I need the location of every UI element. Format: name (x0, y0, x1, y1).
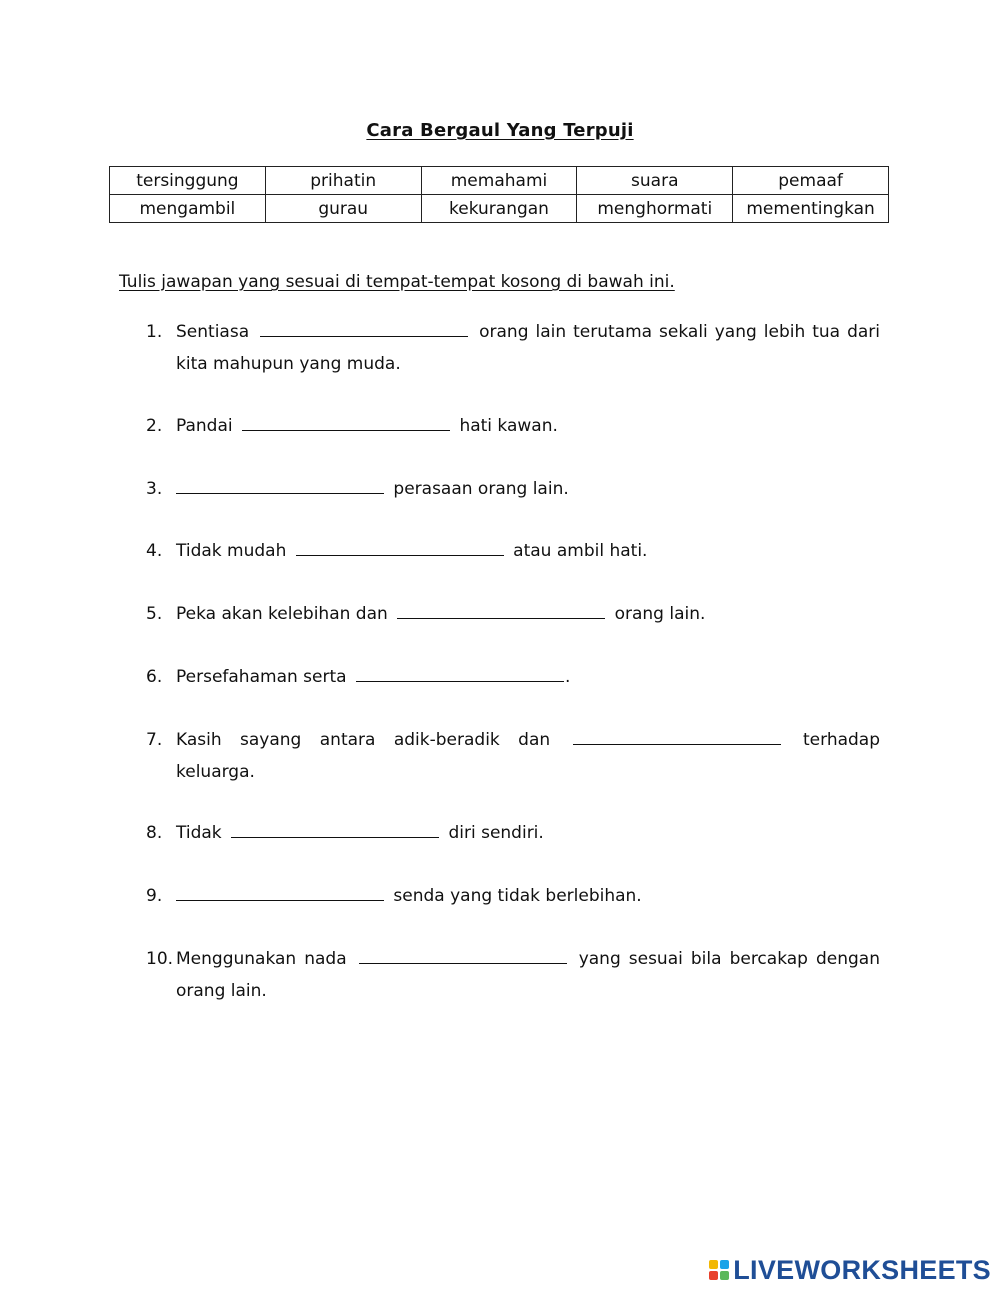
question-text (176, 661, 880, 693)
question-item (146, 943, 880, 1007)
answer-blank[interactable] (573, 726, 781, 745)
question-text (176, 943, 880, 1007)
liveworksheets-logo-icon (709, 1260, 729, 1280)
question-text-before: Pandai (176, 416, 233, 436)
question-item (146, 410, 880, 442)
page-title: Cara Bergaul Yang Terpuji (366, 120, 634, 141)
question-number: 8. (146, 823, 163, 843)
question-item (146, 473, 880, 505)
word-bank-cell: tersinggung (110, 167, 266, 195)
word-bank-cell: kekurangan (421, 195, 577, 223)
answer-blank[interactable] (260, 318, 468, 337)
liveworksheets-logo[interactable] (709, 1254, 991, 1286)
question-text-after: orang lain terutama sekali yang lebih tua dari kita mahupun yang muda. (176, 322, 881, 374)
question-text-after: orang lain. (614, 604, 706, 624)
answer-blank[interactable] (176, 475, 384, 494)
question-text-before: Kasih sayang antara adik-beradik dan (176, 730, 551, 750)
word-bank-cell: mengambil (110, 195, 266, 223)
logo-square (720, 1271, 729, 1280)
question-text-after: senda yang tidak berlebihan. (393, 886, 642, 906)
word-bank-cell: menghormati (577, 195, 733, 223)
question-number: 9. (146, 886, 163, 906)
question-item (146, 316, 880, 380)
question-text-after: diri sendiri. (448, 823, 544, 843)
question-text-before: Peka akan kelebihan dan (176, 604, 388, 624)
question-number: 5. (146, 604, 163, 624)
question-text-after: terhadap keluarga. (176, 730, 881, 782)
question-text-after: . (564, 667, 571, 687)
answer-blank[interactable] (397, 600, 605, 619)
question-number: 2. (146, 416, 163, 436)
answer-blank[interactable] (296, 537, 504, 556)
word-bank-row (110, 167, 889, 195)
question-text-after: hati kawan. (459, 416, 558, 436)
logo-square (709, 1260, 718, 1269)
logo-square (709, 1271, 718, 1280)
question-number: 3. (146, 479, 163, 499)
question-text-before: Menggunakan nada (176, 949, 347, 969)
question-number: 7. (146, 730, 163, 750)
answer-blank[interactable] (176, 882, 384, 901)
question-item (146, 817, 880, 849)
question-item (146, 661, 880, 693)
question-number: 6. (146, 667, 163, 687)
question-number: 1. (146, 322, 163, 342)
question-item (146, 724, 880, 788)
question-text (176, 410, 880, 442)
question-text-after: perasaan orang lain. (393, 479, 569, 499)
word-bank-cell: mementingkan (733, 195, 889, 223)
answer-blank[interactable] (231, 819, 439, 838)
answer-blank[interactable] (359, 945, 567, 964)
question-text (176, 880, 880, 912)
question-text-after: atau ambil hati. (513, 541, 648, 561)
question-text-after: yang sesuai bila bercakap dengan orang lain. (176, 949, 880, 1001)
question-item (146, 880, 880, 912)
word-bank-cell: suara (577, 167, 733, 195)
question-text-before: Tidak mudah (176, 541, 287, 561)
word-bank-table (109, 166, 889, 223)
word-bank-cell: gurau (265, 195, 421, 223)
answer-blank[interactable] (356, 663, 564, 682)
word-bank-cell: memahami (421, 167, 577, 195)
word-bank-cell: pemaaf (733, 167, 889, 195)
word-bank-cell: prihatin (265, 167, 421, 195)
question-number: 4. (146, 541, 163, 561)
question-number: 10. (146, 949, 174, 969)
question-text (176, 817, 880, 849)
question-text-before: Tidak (176, 823, 222, 843)
question-text (176, 535, 880, 567)
instruction-text: Tulis jawapan yang sesuai di tempat-tempat kosong di bawah ini. (119, 272, 675, 292)
question-text (176, 473, 880, 505)
question-text (176, 724, 880, 788)
word-bank-row (110, 195, 889, 223)
question-item (146, 598, 880, 630)
answer-blank[interactable] (242, 412, 450, 431)
question-text-before: Persefahaman serta (176, 667, 347, 687)
question-text-before: Sentiasa (176, 322, 250, 342)
logo-square (720, 1260, 729, 1269)
logo-text: LIVEWORKSHEETS (733, 1254, 991, 1285)
question-item (146, 535, 880, 567)
question-text (176, 598, 880, 630)
question-text (176, 316, 880, 380)
